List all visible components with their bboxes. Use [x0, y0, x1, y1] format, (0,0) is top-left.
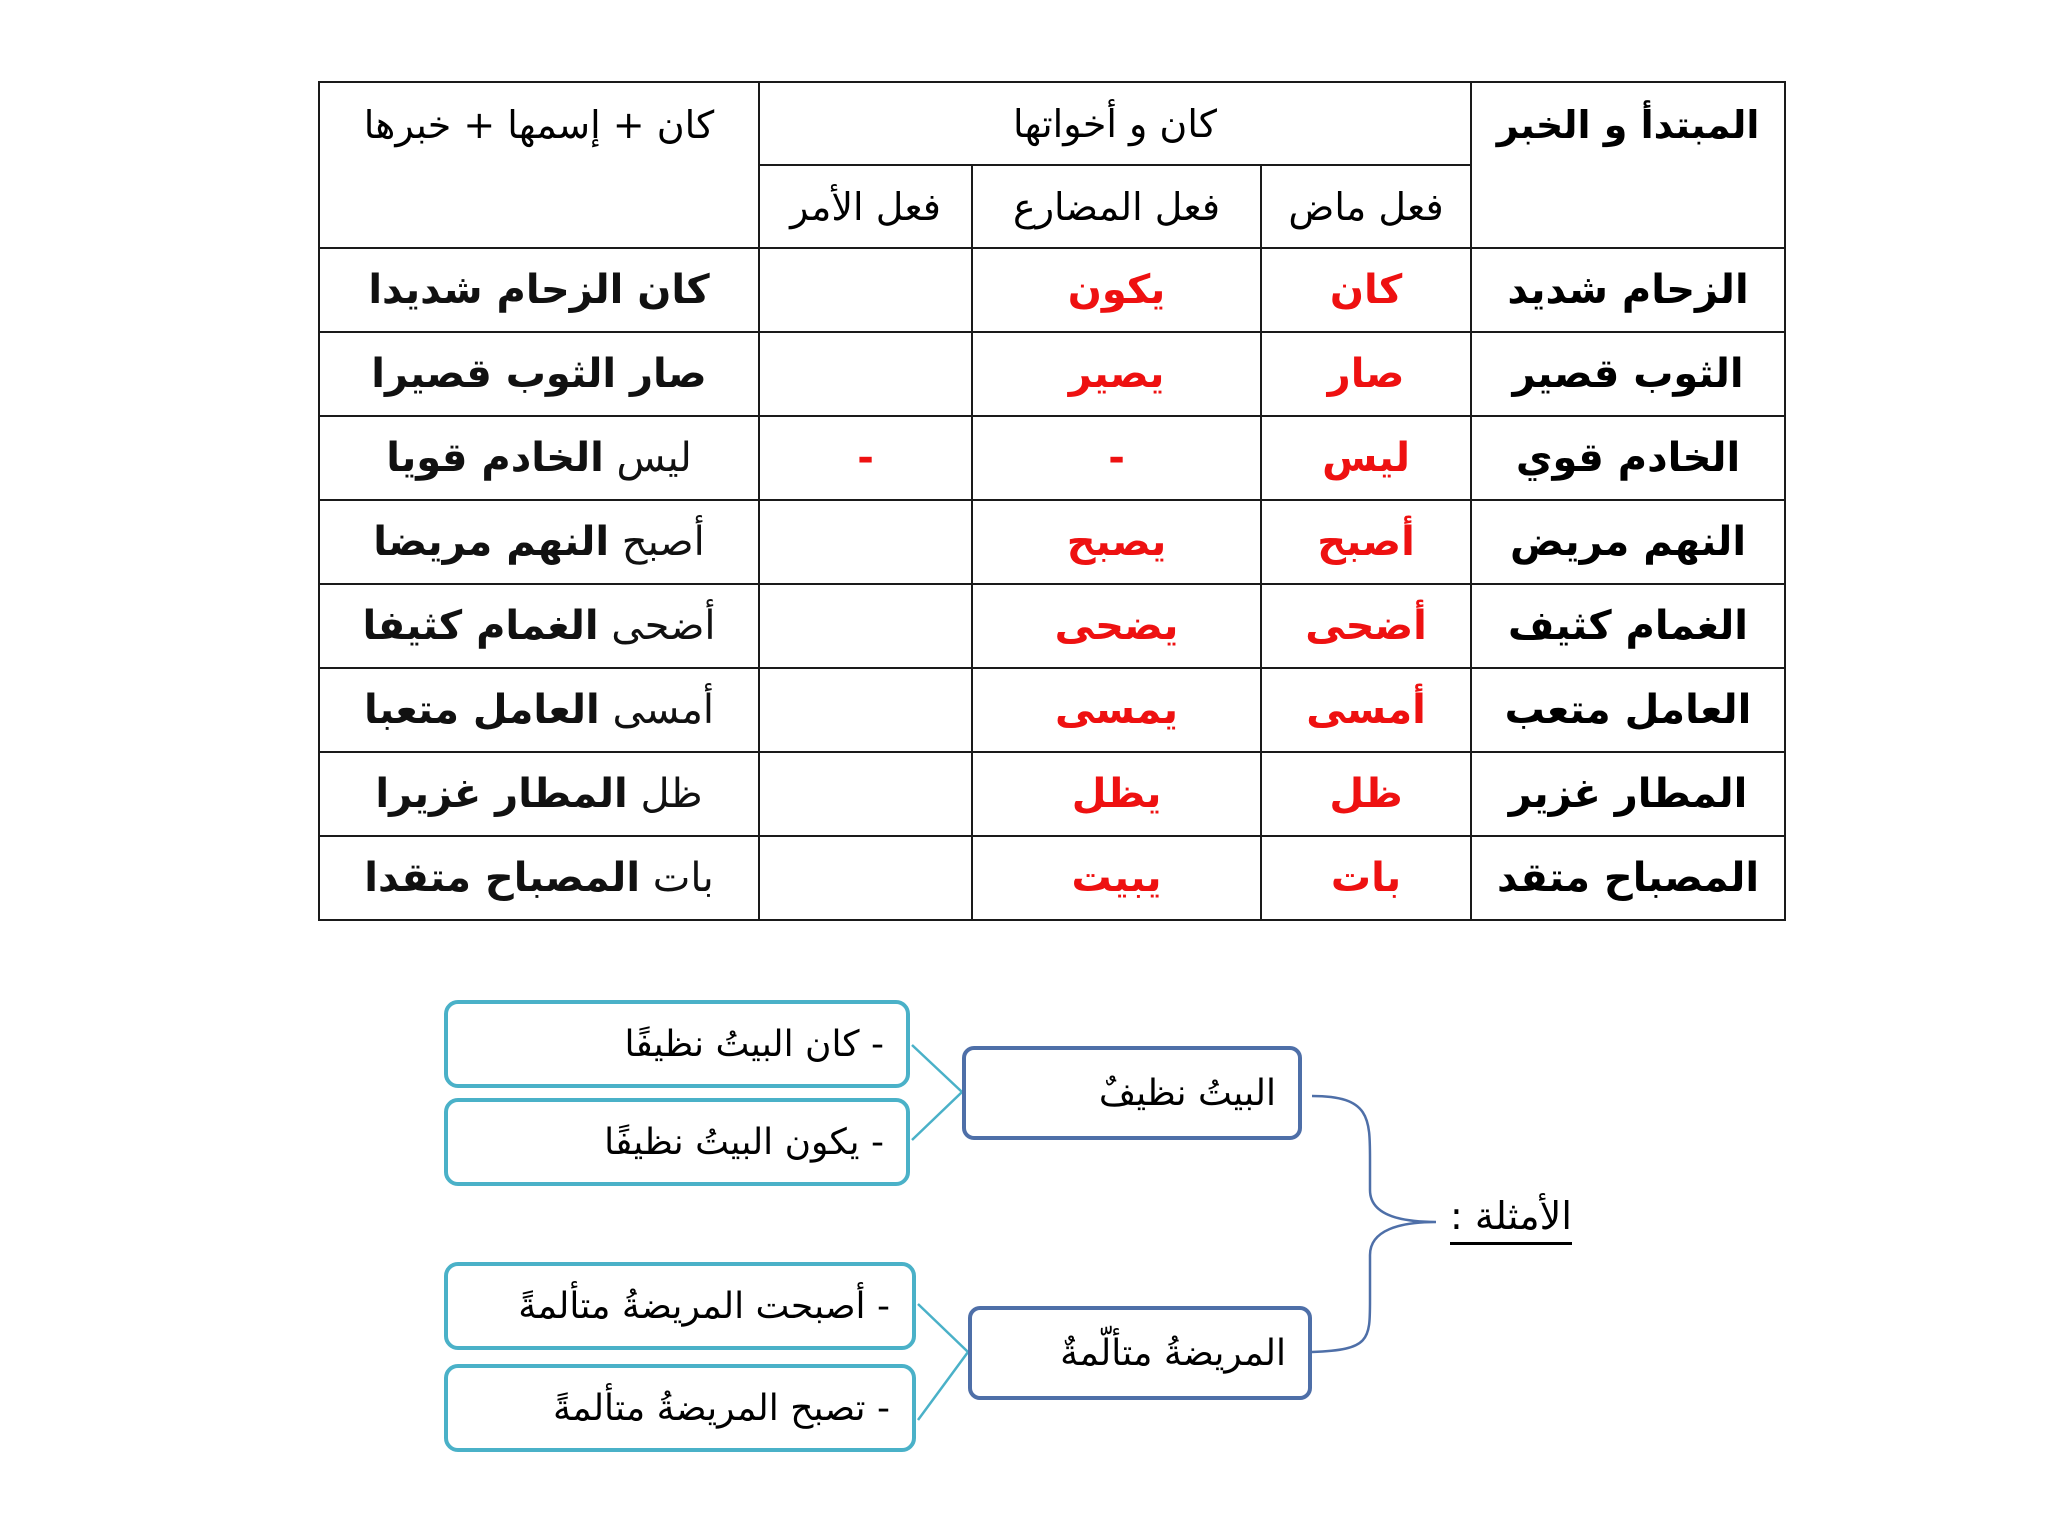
- cell-base: المصباح متقد: [1471, 836, 1785, 920]
- cell-present: يصير: [972, 332, 1261, 416]
- cell-past: أمسى: [1261, 668, 1471, 752]
- header-past: فعل ماض: [1261, 165, 1471, 248]
- cell-present: يبيت: [972, 836, 1261, 920]
- result-verb: أمسى: [599, 687, 715, 733]
- result-verb: أضحى: [598, 603, 716, 649]
- cell-present: يكون: [972, 248, 1261, 332]
- cell-past: بات: [1261, 836, 1471, 920]
- cell-base: النهم مريض: [1471, 500, 1785, 584]
- result-verb: بات: [640, 855, 714, 901]
- result-rest: العامل متعبا: [363, 687, 600, 733]
- cell-base: الغمام كثيف: [1471, 584, 1785, 668]
- header-base: المبتدأ و الخبر: [1471, 82, 1785, 248]
- result-rest: النهم مريضا: [373, 519, 610, 565]
- result-verb: ليس: [603, 435, 692, 481]
- header-kana-group: كان و أخواتها: [759, 82, 1471, 165]
- result-rest: الغمام كثيفا: [362, 603, 599, 649]
- bracket-group2: [918, 1304, 968, 1420]
- examples-label: الأمثلة :: [1450, 1194, 1572, 1245]
- cell-past: صار: [1261, 332, 1471, 416]
- cell-imperative: -: [759, 416, 972, 500]
- cell-base: الزحام شديد: [1471, 248, 1785, 332]
- cell-past: أضحى: [1261, 584, 1471, 668]
- result-rest: كان الزحام شديدا: [368, 267, 710, 313]
- example-sentence-1: البيتُ نظيفٌ: [962, 1046, 1302, 1140]
- cell-base: الثوب قصير: [1471, 332, 1785, 416]
- cell-base: العامل متعب: [1471, 668, 1785, 752]
- cell-past: ليس: [1261, 416, 1471, 500]
- cell-base: الخادم قوي: [1471, 416, 1785, 500]
- cell-present: يصبح: [972, 500, 1261, 584]
- cell-present: -: [972, 416, 1261, 500]
- cell-present: يضحى: [972, 584, 1261, 668]
- result-rest: المصباح متقدا: [364, 855, 641, 901]
- header-result: كان + إسمها + خبرها: [319, 82, 759, 248]
- result-verb: أصبح: [609, 519, 705, 565]
- example-variant-1a: - كان البيتُ نظيفًا: [444, 1000, 910, 1088]
- cell-present: يمسى: [972, 668, 1261, 752]
- example-sentence-2: المريضةُ متألّمةٌ: [968, 1306, 1312, 1400]
- example-variant-2b: - تصبح المريضةُ متألمةً: [444, 1364, 916, 1452]
- bracket-group1: [912, 1045, 962, 1140]
- cell-past: أصبح: [1261, 500, 1471, 584]
- result-verb: ظل: [627, 771, 703, 817]
- example-variant-2a: - أصبحت المريضةُ متألمةً: [444, 1262, 916, 1350]
- cell-past: ظل: [1261, 752, 1471, 836]
- cell-present: يظل: [972, 752, 1261, 836]
- bracket-main: [1312, 1096, 1436, 1352]
- result-rest: المطار غزيرا: [375, 771, 628, 817]
- header-present: فعل المضارع: [972, 165, 1261, 248]
- example-variant-1b: - يكون البيتُ نظيفًا: [444, 1098, 910, 1186]
- header-imperative: فعل الأمر: [759, 165, 972, 248]
- cell-base: المطار غزير: [1471, 752, 1785, 836]
- result-rest: صار الثوب قصيرا: [371, 351, 707, 397]
- cell-past: كان: [1261, 248, 1471, 332]
- result-rest: الخادم قويا: [386, 435, 604, 481]
